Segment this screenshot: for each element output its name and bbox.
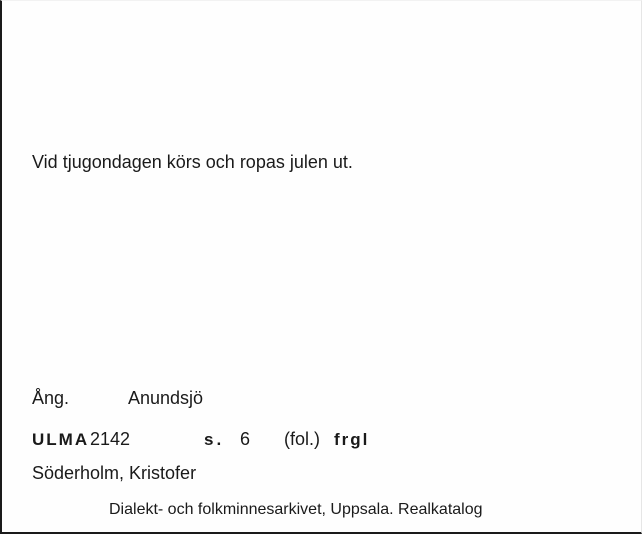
card-text: Vid tjugondagen körs och ropas julen ut. xyxy=(32,152,353,172)
record-type: frgl xyxy=(334,430,370,449)
folio-label: (fol.) xyxy=(284,429,320,449)
place-value: Anundsjö xyxy=(128,388,204,408)
place-row xyxy=(32,388,203,409)
informant: Söderholm, Kristofer xyxy=(32,463,197,483)
archive-number: 2142 xyxy=(90,429,131,449)
archive-label: ULMA xyxy=(32,430,90,449)
page-number: 6 xyxy=(240,429,251,449)
place-label: Ång. xyxy=(32,388,70,408)
page-label: s. xyxy=(204,430,225,449)
archive-row xyxy=(32,429,369,450)
archive-footer: Dialekt- och folkminnesarkivet, Uppsala. Realkatalog xyxy=(109,501,483,518)
